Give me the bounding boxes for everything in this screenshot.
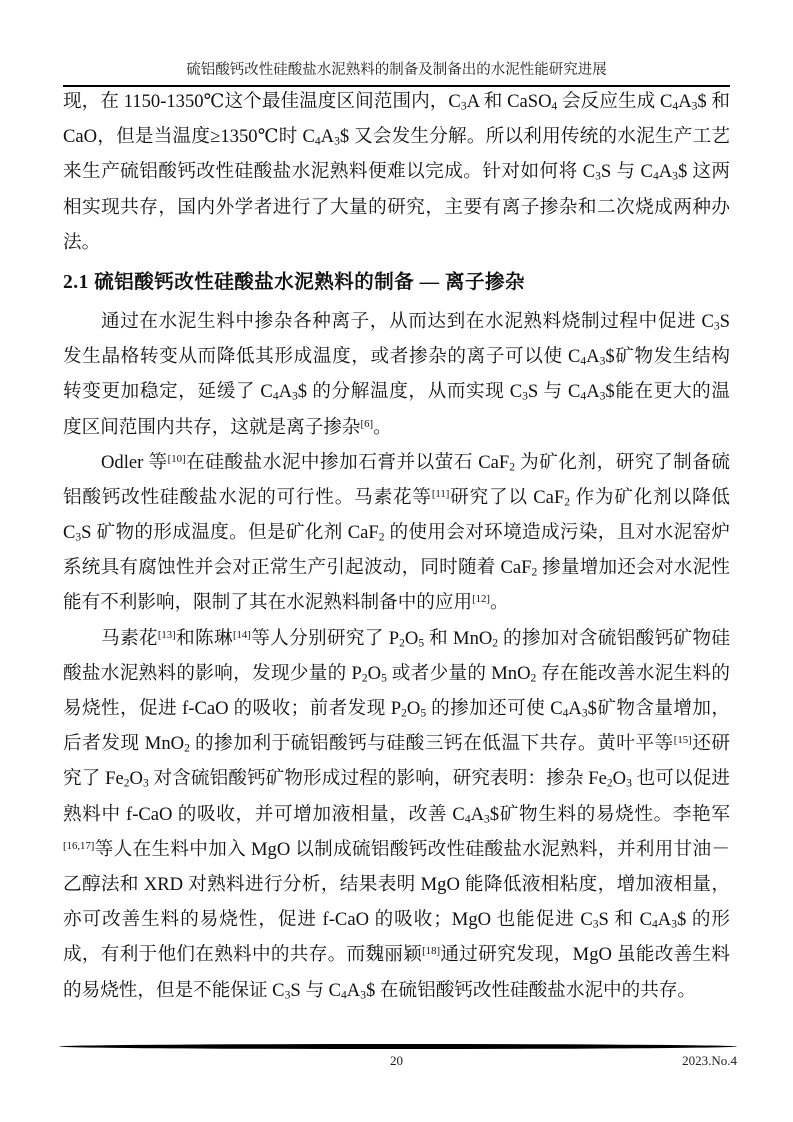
text-line: 熟料中 f-CaO 的吸收，并可增加液相量，改善 $C_4A_3\$$矿物生料的易烧性。李艳军	[63, 803, 730, 826]
text-line: 现，在 1150-1350℃这个最佳温度区间范围内，$C_3A$ 和 CaSO$_4$ 会反应生成 $C_4A_3\$$ 和	[63, 91, 730, 113]
issue-label: 2023.No.4	[682, 1053, 737, 1068]
text-line: 来生产硫铝酸钙改性硅酸盐水泥熟料便难以完成。针对如何将 $C_3S$ 与 $C_4A_3\$$ 这两	[63, 161, 730, 183]
page-number: 20	[390, 1053, 403, 1068]
text-line: 能有不利影响，限制了其在水泥熟料制备中的应用[12]。	[63, 592, 509, 614]
text-line: 酸盐水泥熟料的影响，发现少量的 $P_2O_5$ 或者少量的 MnO$_2$ 存在能改善水泥生料的	[63, 662, 730, 685]
text-line: 法。	[63, 231, 101, 253]
text-line: 亦可改善生料的易烧性，促进 f-CaO 的吸收；MgO 也能促进 $C_3S$ 和 $C_4A_3\$$ 的形	[63, 909, 730, 931]
running-header-title: 硫铝酸钙改性硅酸盐水泥熟料的制备及制备出的水泥性能研究进展	[186, 62, 607, 78]
text-line: $C_3S$ 矿物的形成温度。但是矿化剂 CaF$_2$ 的使用会对环境造成污染，且对水泥窑炉	[63, 522, 730, 544]
text-line: 发生晶格转变从而降低其形成温度，或者掺杂的离子可以使 $C_4A_3\$$矿物发生结构	[63, 346, 730, 368]
text-line: 究了 $Fe_2O_3$ 对含硫铝酸钙矿物形成过程的影响，研究表明：掺杂 $Fe_2O_3$ 也可以促进	[63, 768, 730, 790]
text-line: 度区间范围内共存，这就是离子掺杂[6]。	[63, 416, 392, 438]
text-line: 系统具有腐蚀性并会对正常生产引起波动，同时随着 CaF$_2$ 掺量增加还会对水泥性	[63, 557, 730, 579]
text-line: 铝酸钙改性硅酸盐水泥的可行性。马素花等[11]研究了以 CaF$_2$ 作为矿化剂以降低	[63, 486, 730, 509]
text-line: 后者发现 MnO$_2$ 的掺加利于硫铝酸钙与硅酸三钙在低温下共存。黄叶平等[15]还研	[63, 733, 730, 755]
text-line: 乙醇法和 XRD 对熟料进行分析，结果表明 MgO 能降低液相粘度，增加液相量，	[63, 873, 730, 895]
text-line: [16,17]等人在生料中加入 MgO 以制成硫铝酸钙改性硅酸盐水泥熟料，并利用甘油－	[63, 838, 730, 860]
text-line: 转变更加稳定，延缓了 $C_4A_3\$$ 的分解温度，从而实现 $C_3S$ 与 $C_4A_3\$$能在更大的温	[63, 381, 730, 403]
text-line: 的易烧性，但是不能保证 $C_3S$ 与 $C_4A_3\$$ 在硫铝酸钙改性硅酸盐水泥中的共存。	[63, 979, 697, 1002]
page-footer	[0, 1053, 793, 1073]
text-line: CaO，但是当温度≥1350℃时 $C_4A_3\$$ 又会发生分解。所以利用传统的水泥生产工艺	[63, 126, 730, 148]
text-line: 成，有利于他们在熟料中的共存。而魏丽颖[18]通过研究发现，MgO 虽能改善生料	[63, 944, 730, 966]
footer-rule	[59, 1044, 737, 1049]
text-line: 通过在水泥生料中掺杂各种离子，从而达到在水泥熟料烧制过程中促进 $C_3S$	[101, 310, 730, 333]
body-text	[63, 84, 730, 1008]
text-line: 相实现共存，国内外学者进行了大量的研究，主要有离子掺杂和二次烧成两种办	[63, 196, 730, 218]
section-heading: 2.1 硫铝酸钙改性硅酸盐水泥熟料的制备 — 离子掺杂	[63, 271, 526, 293]
text-line: Odler 等[10]在硅酸盐水泥中掺加石膏并以萤石 CaF$_2$ 为矿化剂，研究了制备硫	[101, 451, 730, 474]
text-line: 易烧性，促进 f-CaO 的吸收；前者发现 $P_2O_5$ 的掺加还可使 $C_4A_3\$$矿物含量增加，	[63, 698, 730, 720]
text-line: 马素花[13]和陈琳[14]等人分别研究了 $P_2O_5$ 和 MnO$_2$ 的掺加对含硫铝酸钙矿物硅	[101, 627, 730, 650]
